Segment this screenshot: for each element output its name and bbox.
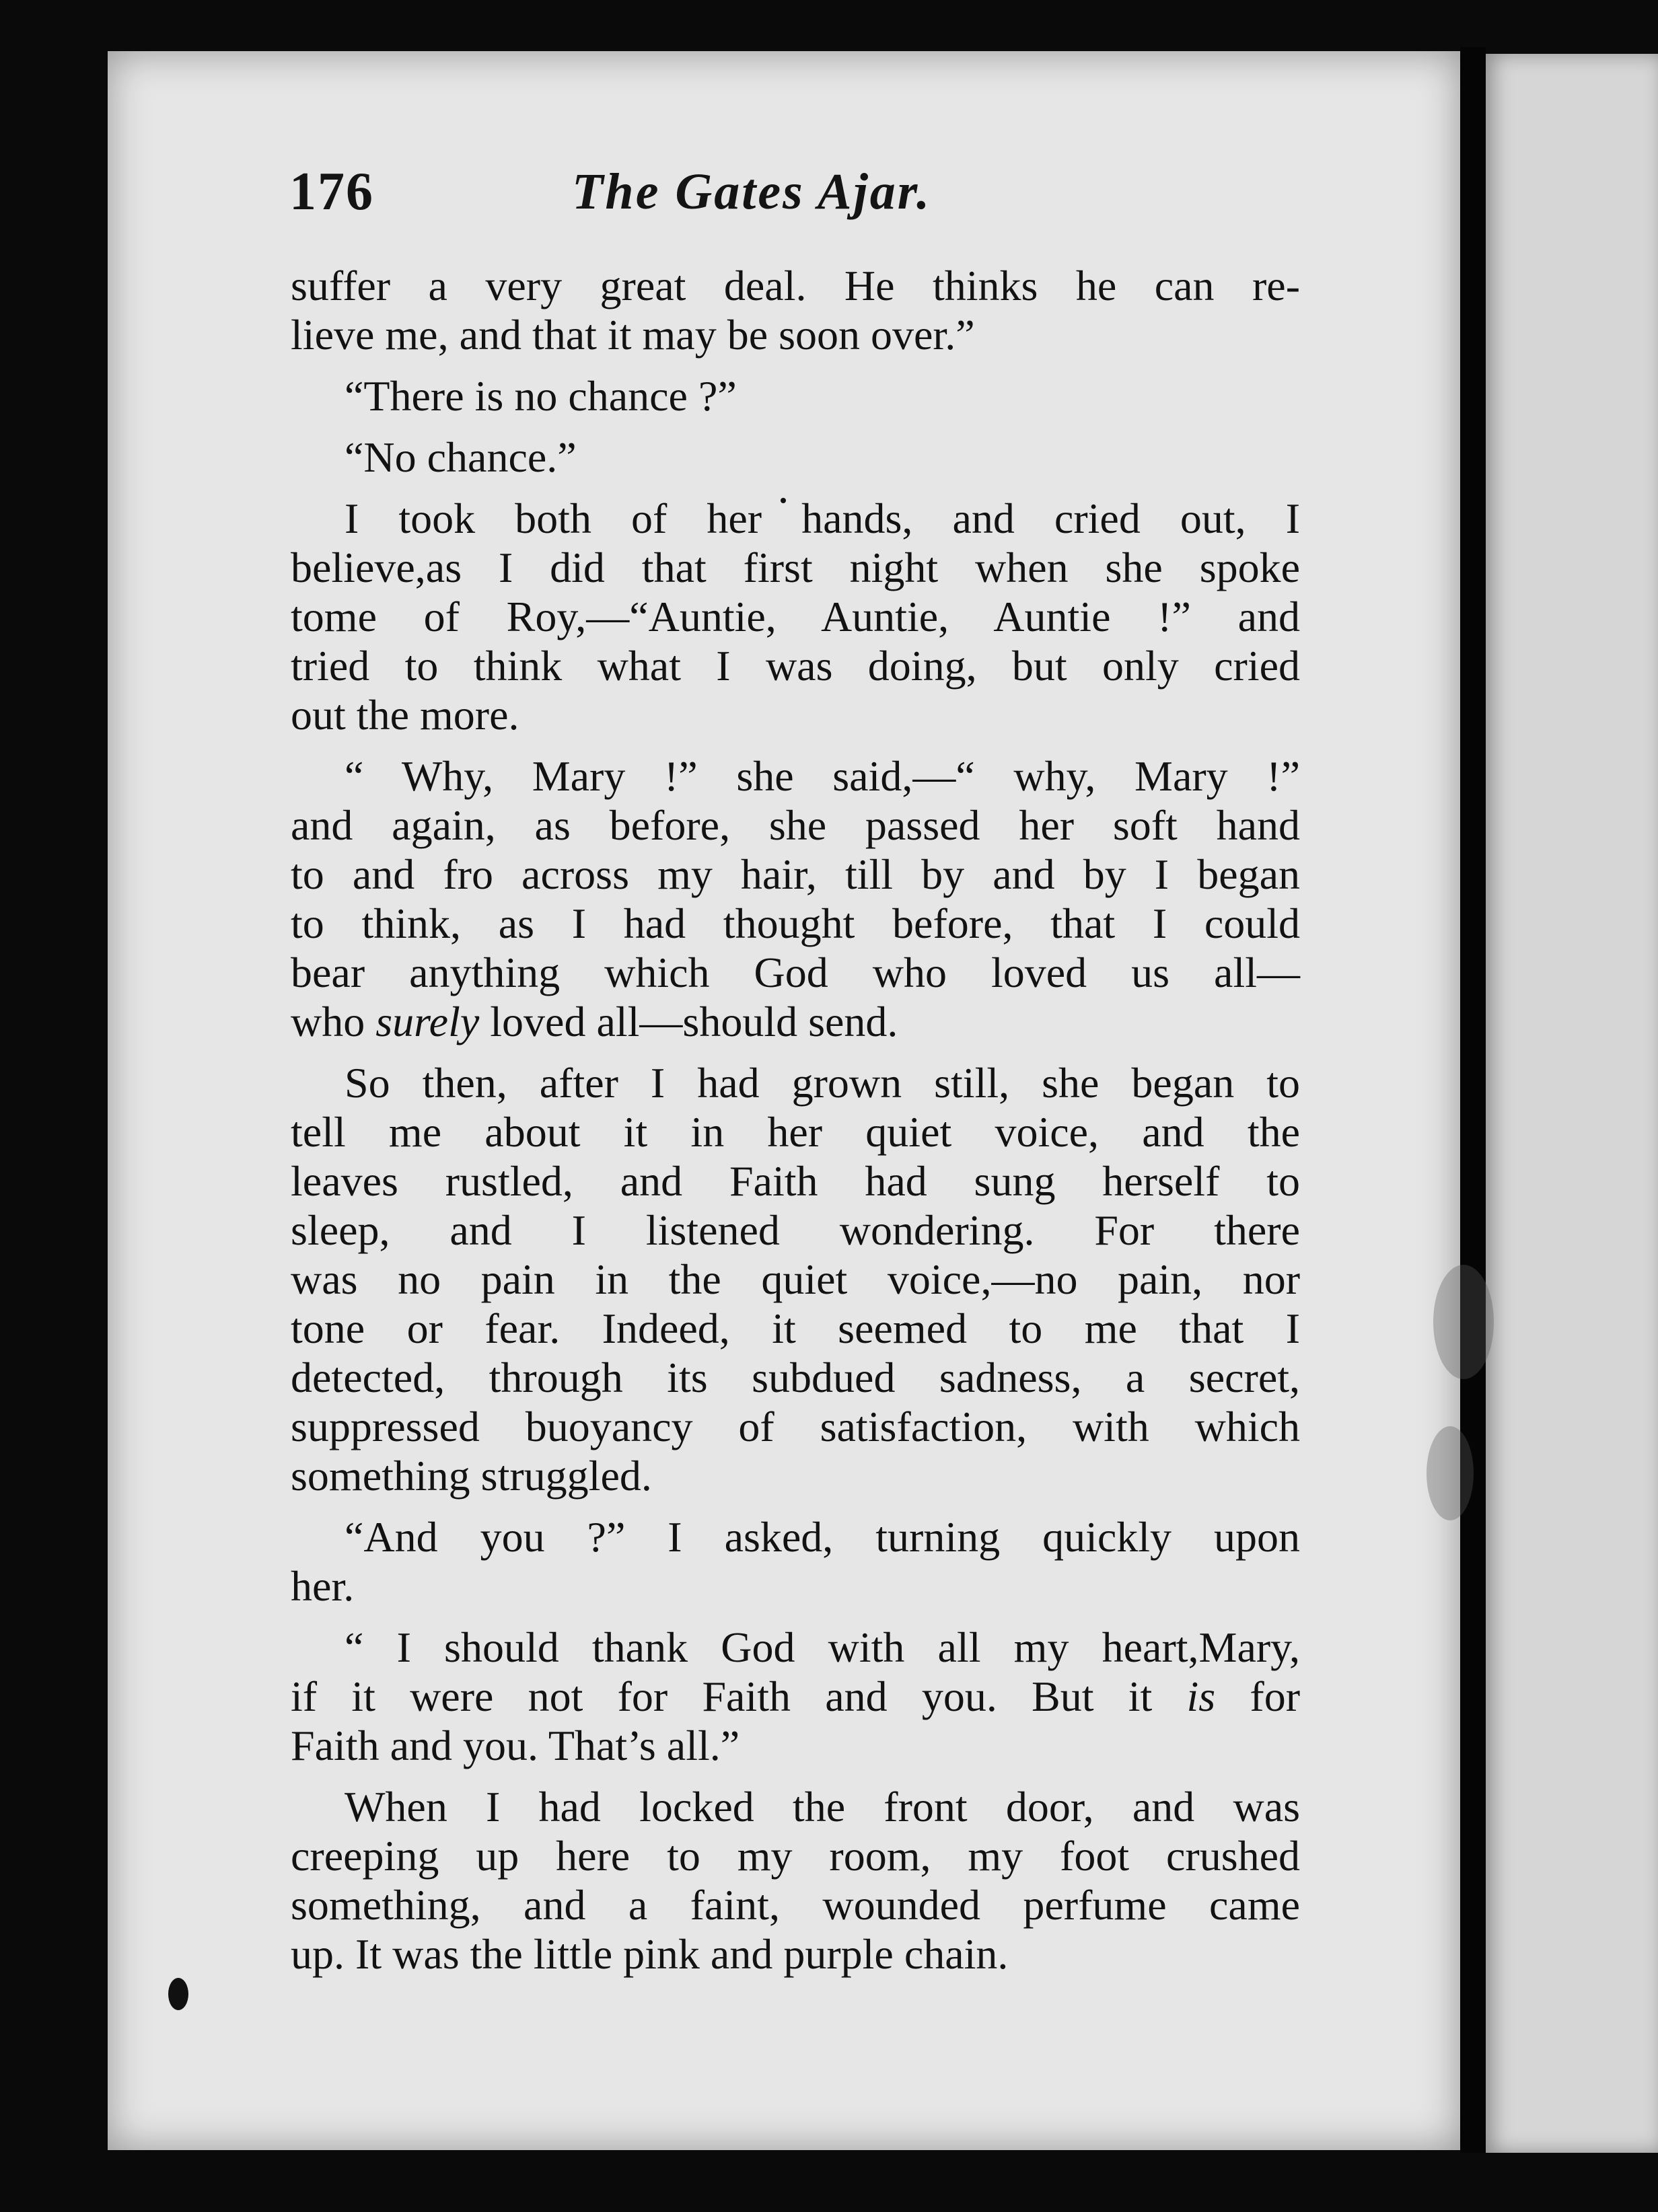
text-line: sleep, and I listened wondering. For there [291,1206,1300,1254]
text-line: tell me about it in her quiet voice, and the [291,1108,1300,1156]
text-run: loved all—should send. [479,998,898,1045]
text-line: to think, as I had thought before, that I could [291,899,1300,947]
text-line: “ I should thank God with all my heart,Mary, [345,1623,1300,1671]
ink-blot [168,1978,188,2010]
text-line: out the more. [291,691,519,739]
running-title: The Gates Ajar. [572,163,932,220]
italic-emphasis: surely [375,998,480,1045]
text-line: something, and a faint, wounded perfume came [291,1881,1300,1929]
paragraph [291,1512,1300,1611]
text-line: believe,as I did that first night when she spoke [291,544,1300,591]
paragraph [291,261,1300,359]
text-line: was no pain in the quiet voice,—no pain, nor [291,1255,1300,1303]
paragraph [291,433,1300,482]
text-line [291,997,1300,1046]
text-run: for [1215,1672,1301,1720]
text-line: tome of Roy,—“Auntie, Auntie, Auntie !” and [291,593,1300,640]
text-line: I took both of her hands, and cried out, I [345,494,1300,542]
text-line: to and fro across my hair, till by and by I began [291,850,1300,898]
paragraph [291,1623,1300,1770]
text-line: creeping up here to my room, my foot crushed [291,1832,1300,1880]
text-run: who [291,998,376,1045]
paragraph [291,1058,1300,1500]
text-line: suffer a very great deal. He thinks he can re- [291,262,1300,309]
text-line: When I had locked the front door, and was [345,1783,1300,1831]
text-line: detected, through its subdued sadness, a secret, [291,1354,1300,1401]
text-line: “There is no chance ?” [345,372,737,420]
text-line: So then, after I had grown still, she began to [345,1059,1300,1107]
text-line: leaves rustled, and Faith had sung herself to [291,1157,1300,1205]
page-number: 176 [289,162,374,221]
paragraph [291,494,1300,739]
italic-emphasis: is [1186,1672,1216,1720]
text-line: “No chance.” [345,433,577,481]
text-run: if it were not for Faith and you. But it [291,1672,1187,1720]
paragraph [291,751,1300,1046]
text-line: “ Why, Mary !” she said,—“ why, Mary !” [345,752,1300,800]
text-line: lieve me, and that it may be soon over.” [291,311,975,359]
body-text [291,261,1300,1979]
right-page-edge [1486,54,1658,2153]
text-line: her. [291,1562,355,1610]
text-line: something struggled. [291,1452,652,1500]
paper-stain [1427,1426,1474,1520]
text-line: Faith and you. That’s all.” [291,1722,740,1769]
text-line: and again, as before, she passed her soft hand [291,801,1300,849]
text-line: tone or fear. Indeed, it seemed to me that I [291,1304,1300,1352]
text-line: “And you ?” I asked, turning quickly upon [345,1513,1300,1561]
text-line: up. It was the little pink and purple chain. [291,1930,1009,1978]
paper-stain [1433,1265,1494,1379]
text-line [291,1672,1300,1721]
paragraph [291,371,1300,420]
text-line: tried to think what I was doing, but only cried [291,642,1300,690]
text-line: bear anything which God who loved us all— [291,949,1300,996]
running-head [289,158,1339,225]
text-line: suppressed buoyancy of satisfaction, with which [291,1403,1300,1450]
paragraph [291,1782,1300,1979]
book-gutter [1460,47,1486,2153]
